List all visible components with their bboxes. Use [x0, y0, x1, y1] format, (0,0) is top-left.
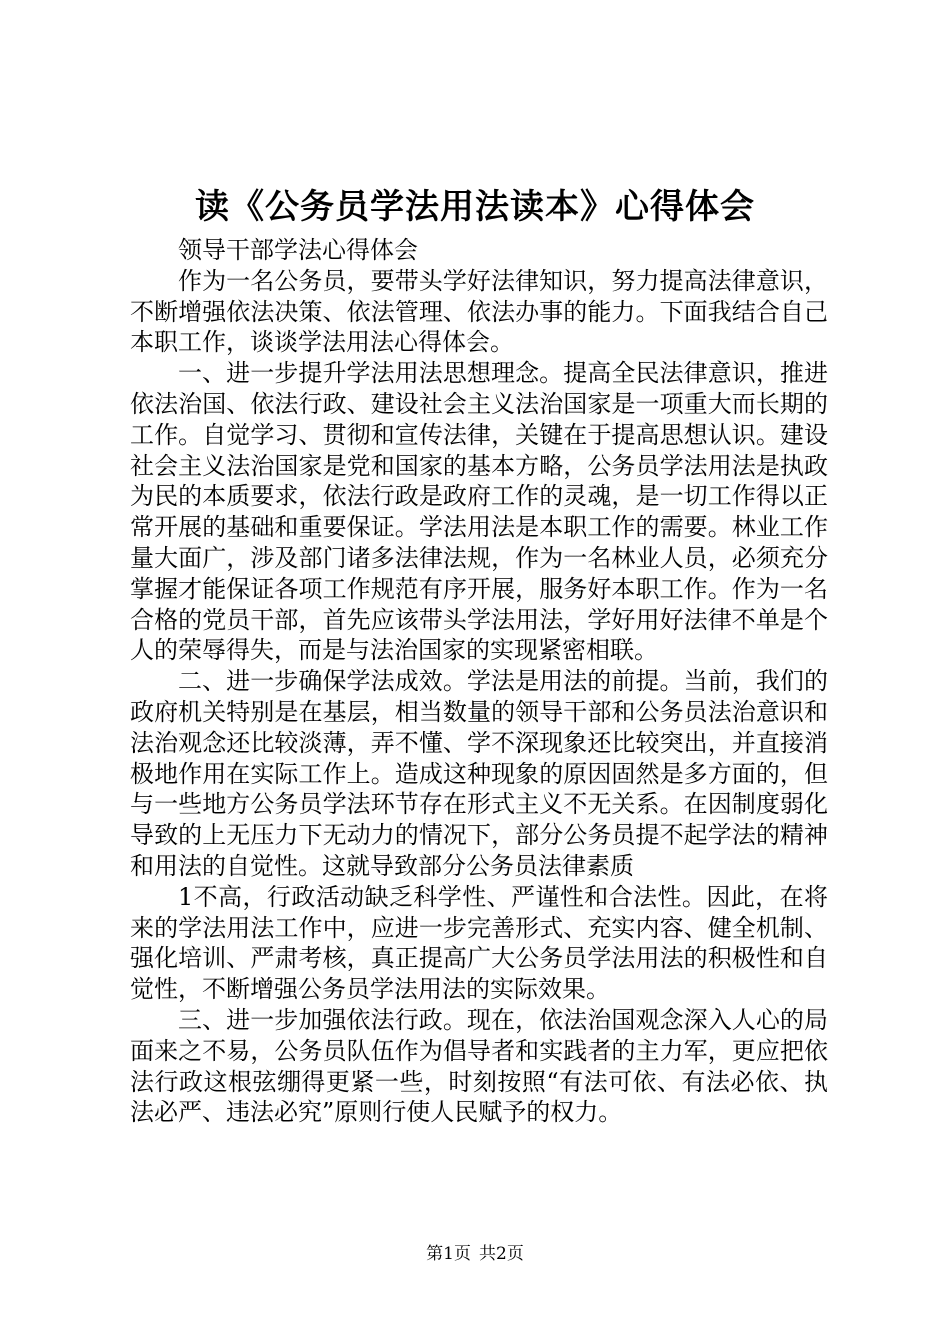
document-title: 读《公务员学法用法读本》心得体会	[195, 187, 755, 227]
page-footer	[0, 1242, 950, 1266]
section-one-paragraph: 一、进一步提升学法用法思想理念。提高全民法律意识，推进依法治国、依法行政、建设社会主义法治国家是一项重大而长期的工作。自觉学习、贯彻和宣传法律，关键在于提高思想认识。建设社会主义法治国家是党和国家的基本方略，公务员学法用法是执政为民的本质要求，依法行政是政府工作的灵魂，是一切工作得以正常开展的基础和重要保证。学法用法是本职工作的需要。林业工作量大面广，涉及部门诸多法律法规，作为一名林业人员，必须充分掌握才能保证各项工作规范有序开展，服务好本职工作。作为一名合格的党员干部，首先应该带头学法用法，学好用好法律不单是个人的荣辱得失，而是与法治国家的实现紧密相联。	[130, 359, 828, 665]
intro-paragraph: 作为一名公务员，要带头学好法律知识，努力提高法律意识，不断增强依法决策、依法管理、依法办事的能力。下面我结合自己本职工作，谈谈学法用法心得体会。	[130, 266, 828, 357]
subtitle-paragraph: 领导干部学法心得体会	[178, 236, 418, 264]
page-number: 第1页	[426, 1244, 471, 1264]
section-three-paragraph: 三、进一步加强依法行政。现在，依法治国观念深入人心的局面来之不易，公务员队伍作为倡导者和实践者的主力军，更应把依法行政这根弦绷得更紧一些，时刻按照“有法可依、有法必依、执法必严、违法必究”原则行使人民赋予的权力。	[130, 1005, 828, 1127]
page-total: 共2页	[479, 1244, 524, 1264]
continuation-paragraph: 1不高，行政活动缺乏科学性、严谨性和合法性。因此，在将来的学法用法工作中，应进一步完善形式、充实内容、健全机制、强化培训、严肃考核，真正提高广大公务员学法用法的积极性和自觉性，不断增强公务员学法用法的实际效果。	[130, 882, 828, 1004]
section-two-paragraph: 二、进一步确保学法成效。学法是用法的前提。当前，我们的政府机关特别是在基层，相当数量的领导干部和公务员法治意识和法治观念还比较淡薄，弄不懂、学不深现象还比较突出，并直接消极地作用在实际工作上。造成这种现象的原因固然是多方面的，但与一些地方公务员学法环节存在形式主义不无关系。在因制度弱化导致的上无压力下无动力的情况下，部分公务员提不起学法的精神和用法的自觉性。这就导致部分公务员法律素质	[130, 667, 828, 880]
document-body	[130, 235, 828, 1128]
